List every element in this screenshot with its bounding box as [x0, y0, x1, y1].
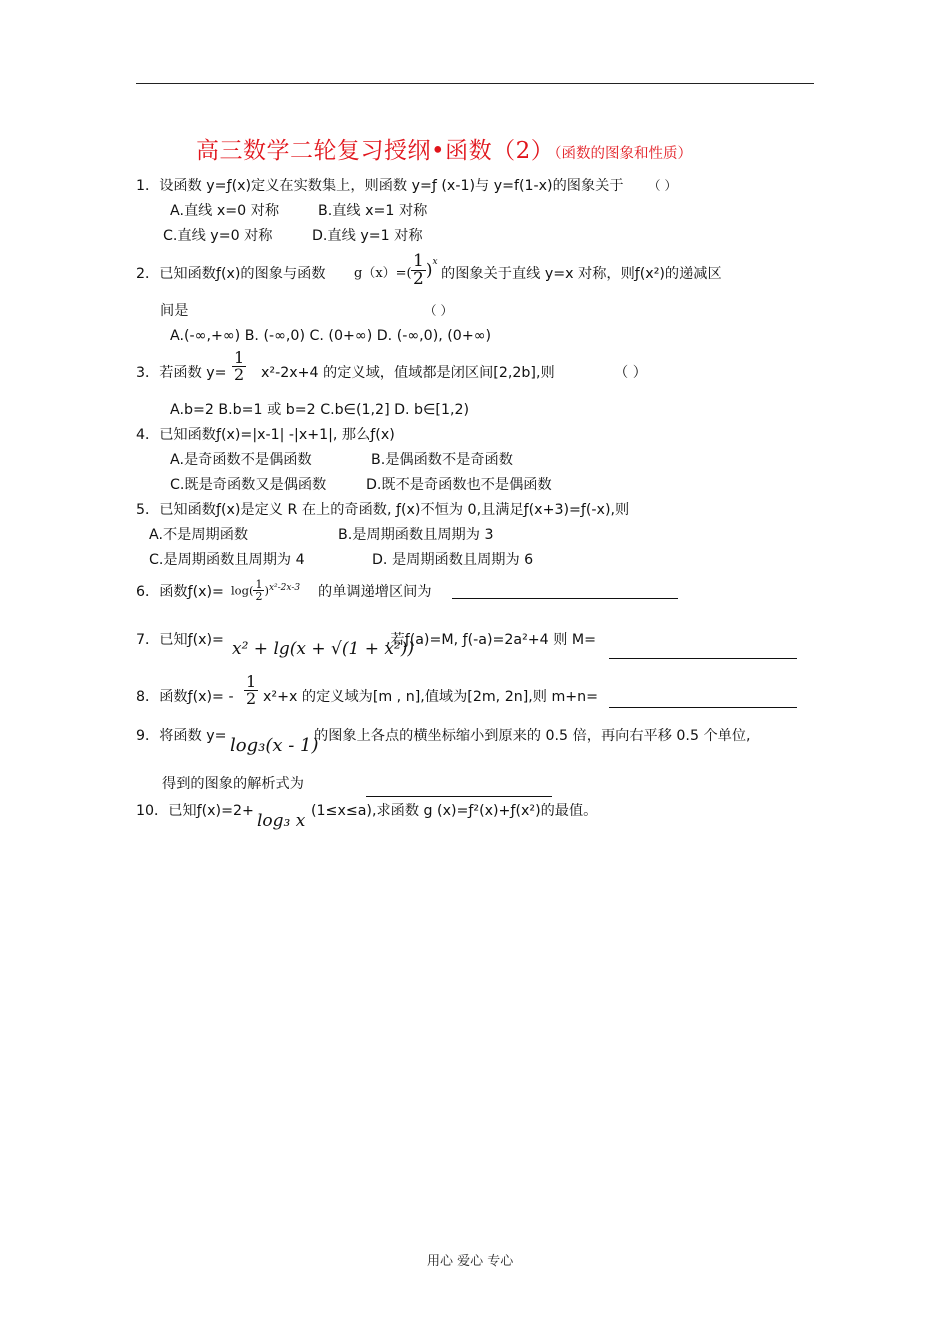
- q2-exponent: x: [432, 257, 438, 267]
- q6-frac-numerator: 1: [255, 578, 263, 591]
- q9-stem-b: 的图象上各点的横坐标缩小到原来的 0.5 倍，再向右平移 0.5 个单位,: [314, 728, 751, 744]
- q8-stem-b: x²+x 的定义域为[m , n],值域为[2m, 2n],则 m+n=: [263, 689, 599, 705]
- page-title: [196, 132, 692, 165]
- q2-stem-c: 间是: [160, 303, 189, 319]
- q9-answer-blank: [366, 796, 552, 797]
- title-main: 高三数学二轮复习授纲•函数（2）: [196, 138, 555, 164]
- q6-exponent: x²-2x-3: [268, 583, 301, 593]
- q1-answer-paren: （ ）: [648, 178, 677, 193]
- q3-answer-paren: （ ）: [614, 365, 647, 381]
- q6-stem-a: 6．函数ƒ(x)=: [136, 584, 224, 600]
- q4-option-d: D.既不是奇函数也不是偶函数: [366, 477, 552, 493]
- q1-option-c: C.直线 y=0 对称: [163, 228, 273, 244]
- q1-option-b: B.直线 x=1 对称: [318, 203, 428, 219]
- q6-stem-b: 的单调递增区间为: [318, 584, 432, 600]
- q4-option-a: A.是奇函数不是偶函数: [170, 452, 312, 468]
- q3-stem-a: 3．若函数 y=: [136, 365, 227, 381]
- q5-option-b: B.是周期函数且周期为 3: [338, 527, 494, 543]
- q8-answer-blank: [609, 707, 797, 708]
- q8-frac-denominator: 2: [246, 689, 257, 708]
- q5-option-d: D. 是周期函数且周期为 6: [372, 552, 534, 568]
- q1-stem: 1．设函数 y=ƒ(x)定义在实数集上，则函数 y=ƒ (x-1)与 y=f(1-x)的图象关于: [136, 178, 624, 194]
- q5-option-a: A.不是周期函数: [149, 527, 249, 543]
- q10-stem-a: 10．已知ƒ(x)=2+: [136, 803, 254, 819]
- q3-frac-denominator: 2: [234, 365, 245, 384]
- q6-log: log(: [231, 583, 254, 598]
- q8-frac-numerator: 1: [246, 672, 257, 691]
- page-footer: 用心 爱心 专心: [427, 1254, 514, 1269]
- q7-answer-blank: [609, 658, 797, 659]
- q9-formula: log₃(x - 1): [230, 735, 319, 756]
- q8-stem-a: 8．函数ƒ(x)= -: [136, 689, 234, 705]
- q7-stem-b: ,若ƒ(a)=M, ƒ(-a)=2a²+4 则 M=: [386, 632, 597, 648]
- q7-formula: x² + lg(x + √(1 + x²)): [232, 639, 415, 659]
- q7-stem-a: 7．已知ƒ(x)=: [136, 632, 224, 648]
- q9-stem-a: 9．将函数 y=: [136, 728, 227, 744]
- q5-stem: 5．已知函数ƒ(x)是定义 R 在上的奇函数, ƒ(x)不恒为 0,且满足ƒ(x+3)=ƒ(-x),则: [136, 502, 630, 518]
- q5-option-c: C.是周期函数且周期为 4: [149, 552, 305, 568]
- q3-fraction: [232, 350, 246, 383]
- q3-stem-b: x²-2x+4 的定义域，值域都是闭区间[2,2b],则: [261, 365, 555, 381]
- q4-option-b: B.是偶函数不是奇函数: [371, 452, 513, 468]
- q2-frac-numerator: 1: [413, 251, 424, 271]
- q10-stem-b: (1≤x≤a),求函数 g (x)=ƒ²(x)+ƒ(x²)的最值。: [311, 803, 598, 819]
- q2-answer-paren: （ ）: [424, 303, 453, 318]
- q2-stem-b: 的图象关于直线 y=x 对称，则ƒ(x²)的递减区: [441, 266, 722, 282]
- q6-frac-denominator: 2: [255, 590, 263, 603]
- q4-option-c: C.既是奇函数又是偶函数: [170, 477, 327, 493]
- q2-frac-denominator: 2: [413, 269, 424, 289]
- q1-option-a: A.直线 x=0 对称: [170, 203, 280, 219]
- q1-option-d: D.直线 y=1 对称: [312, 228, 423, 244]
- q8-fraction: [244, 674, 258, 707]
- title-sub: （函数的图象和性质）: [554, 146, 692, 162]
- q4-stem: 4．已知函数ƒ(x)=|x-1| -|x+1|, 那么ƒ(x): [136, 427, 395, 443]
- q6-answer-blank: [452, 598, 678, 599]
- q3-options: A.b=2 B.b=1 或 b=2 C.b∈(1,2] D. b∈[1,2): [170, 402, 470, 418]
- q2-g-label: g（x）=(: [354, 266, 412, 281]
- q3-frac-numerator: 1: [234, 348, 245, 367]
- q2-options: A.(-∞,+∞) B. (-∞,0) C. (0+∞) D. (-∞,0), (0+∞): [170, 328, 492, 344]
- q2-stem-a: 2．已知函数ƒ(x)的图象与函数: [136, 266, 326, 282]
- q9-stem-c: 得到的图象的解析式为: [162, 776, 304, 792]
- q10-formula: log₃ x: [257, 811, 306, 831]
- header-rule: [136, 83, 814, 84]
- q6-log-formula: log( $\frac{1}{2}$ )$^{x^2-2x-3}$: [231, 578, 301, 603]
- q2-fraction: $\frac{1}{2}$ )$^x$: [413, 251, 438, 289]
